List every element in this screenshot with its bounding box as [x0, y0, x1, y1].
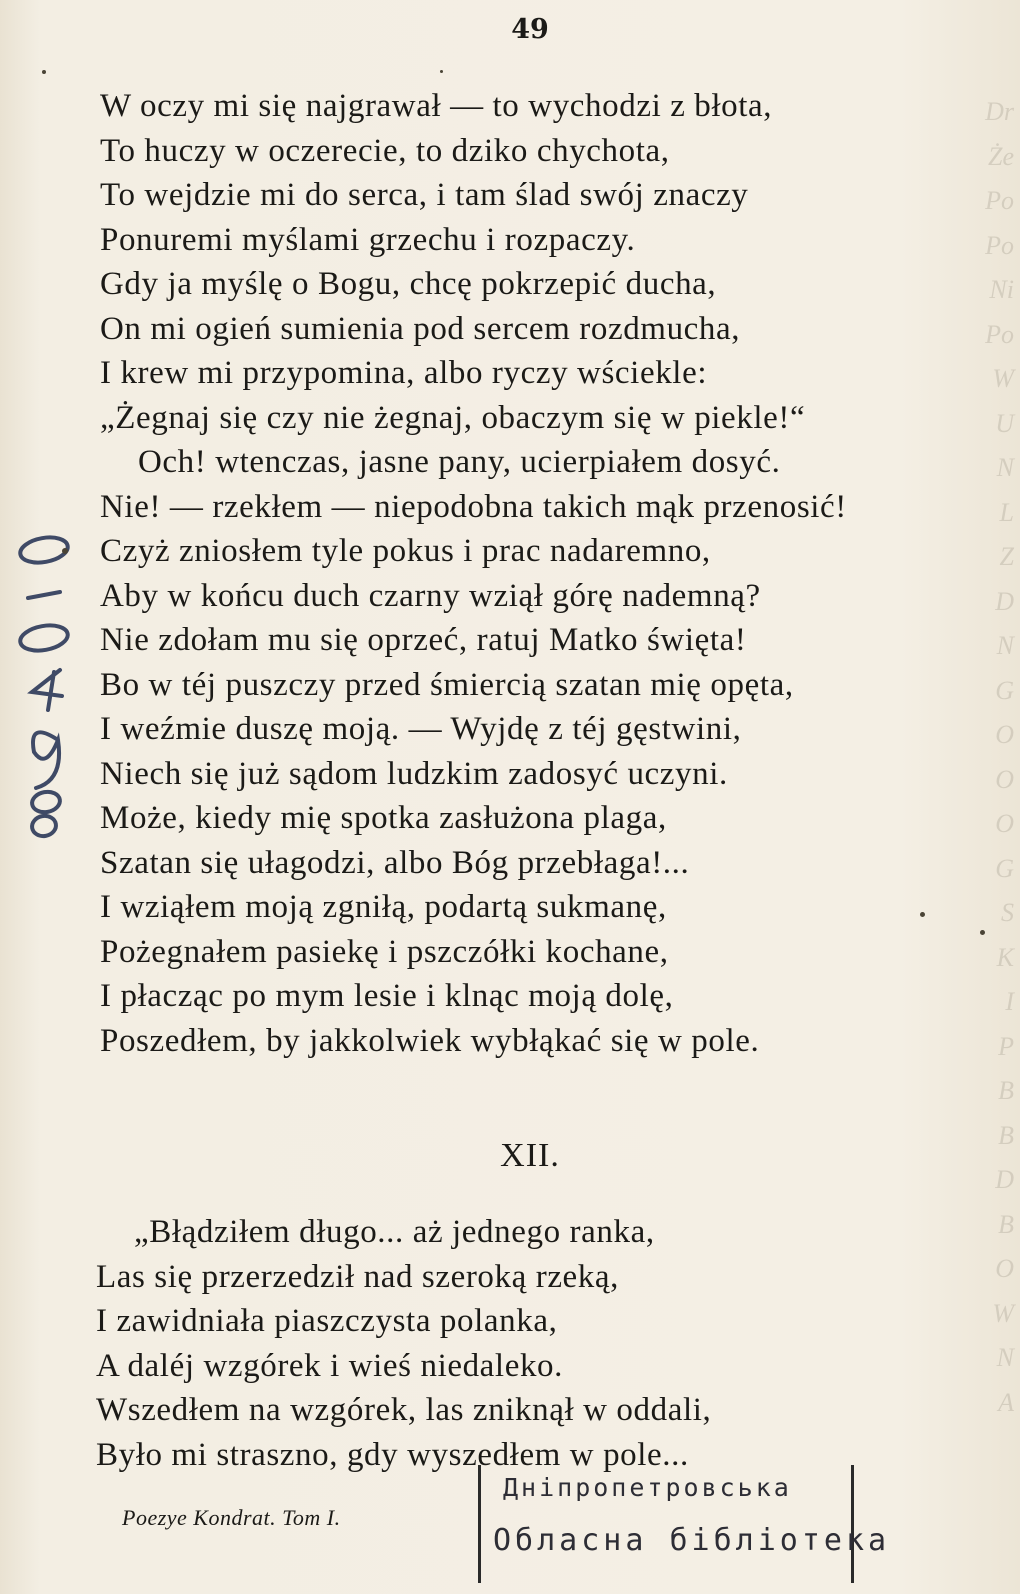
verse-line: To wejdzie mi do serca, i tam ślad swój znaczy	[100, 177, 749, 213]
verse-line: I płacząc po mym lesie i klnąc moją dolę,	[100, 978, 674, 1014]
verse-line: Wszedłem na wzgórek, las zniknął w oddali,	[96, 1392, 712, 1428]
verse-line: W oczy mi się najgrawał — to wychodzi z błota,	[100, 88, 773, 124]
verse-line: I zawidniała piaszczysta polanka,	[96, 1303, 558, 1339]
verse-line: I wziąłem moją zgniłą, podartą sukmanę,	[100, 889, 667, 925]
verse-line: To huczy w oczerecie, to dziko chychota,	[100, 132, 670, 169]
verse-line: I krew mi przypomina, albo ryczy wściekle:	[100, 355, 708, 391]
handwritten-inventory-number	[14, 520, 74, 840]
ink-speck	[440, 70, 443, 73]
verse-line: Szatan się ułagodzi, albo Bóg przebłaga!...	[100, 844, 690, 881]
verse-line: Gdy ja myślę o Bogu, chcę pokrzepić ducha,	[100, 266, 717, 302]
ink-speck	[920, 912, 925, 917]
ink-speck	[62, 548, 68, 554]
verse-line: Ponuremi myślami grzechu i rozpaczy.	[100, 221, 636, 258]
verse-line: On mi ogień sumienia pod sercem rozdmucha,	[100, 310, 741, 347]
verse-line: „Błądziłem długo... aż jednego ranka,	[134, 1214, 655, 1250]
stamp-line: Обласна бібліотека	[493, 1523, 891, 1558]
ink-speck	[42, 70, 46, 74]
verse-line: Niech się już sądom ludzkim zadosyć uczyni.	[100, 755, 728, 792]
verse-line: Może, kiedy mię spotka zasłużona plaga,	[100, 800, 667, 836]
verse-line: Pożegnałem pasiekę i pszczółki kochane,	[100, 933, 669, 970]
verse-line: I weźmie duszę moją. — Wyjdę z téj gęstwini,	[100, 711, 742, 747]
verse-line: Bo w téj puszczy przed śmiercią szatan mię opęta,	[100, 666, 794, 703]
verse-line: Poszedłem, by jakkolwiek wybłąkać się w pole.	[100, 1022, 760, 1059]
stanza-1	[100, 84, 960, 1063]
verse-line: Było mi straszno, gdy wyszedłem w pole...	[96, 1436, 689, 1473]
stamp-line: Дніпропетровська	[503, 1473, 792, 1502]
verse-line: Nie zdołam mu się oprzeć, ratuj Matko święta!	[100, 622, 747, 658]
section-heading: XII.	[500, 1137, 560, 1174]
verse-line: „Żegnaj się czy nie żegnaj, obaczym się w piekle!“	[100, 399, 806, 436]
stanza-2	[96, 1210, 956, 1477]
verse-line: Och! wtenczas, jasne pany, ucierpiałem dosyć.	[138, 444, 781, 480]
verse-line: Czyż zniosłem tyle pokus i prac nadaremno,	[100, 533, 711, 569]
bleed-through-text: Dr Że Po Po Ni Po W U N L Z D N G O O O G S K I P B B D B O W N A	[985, 97, 1014, 1417]
page-number: 49	[511, 14, 549, 45]
verse-line: A daléj wzgórek i wieś niedaleko.	[96, 1347, 563, 1384]
ink-speck	[980, 930, 985, 935]
library-stamp	[478, 1465, 891, 1583]
verse-line: Nie! — rzekłem — niepodobna takich mąk przenosić!	[100, 488, 847, 525]
verse-line: Las się przerzedził nad szeroką rzeką,	[96, 1258, 620, 1295]
footer-book-title: Poezye Kondrat. Tom I.	[122, 1505, 341, 1530]
verse-line: Aby w końcu duch czarny wziął górę nademną?	[100, 577, 761, 614]
